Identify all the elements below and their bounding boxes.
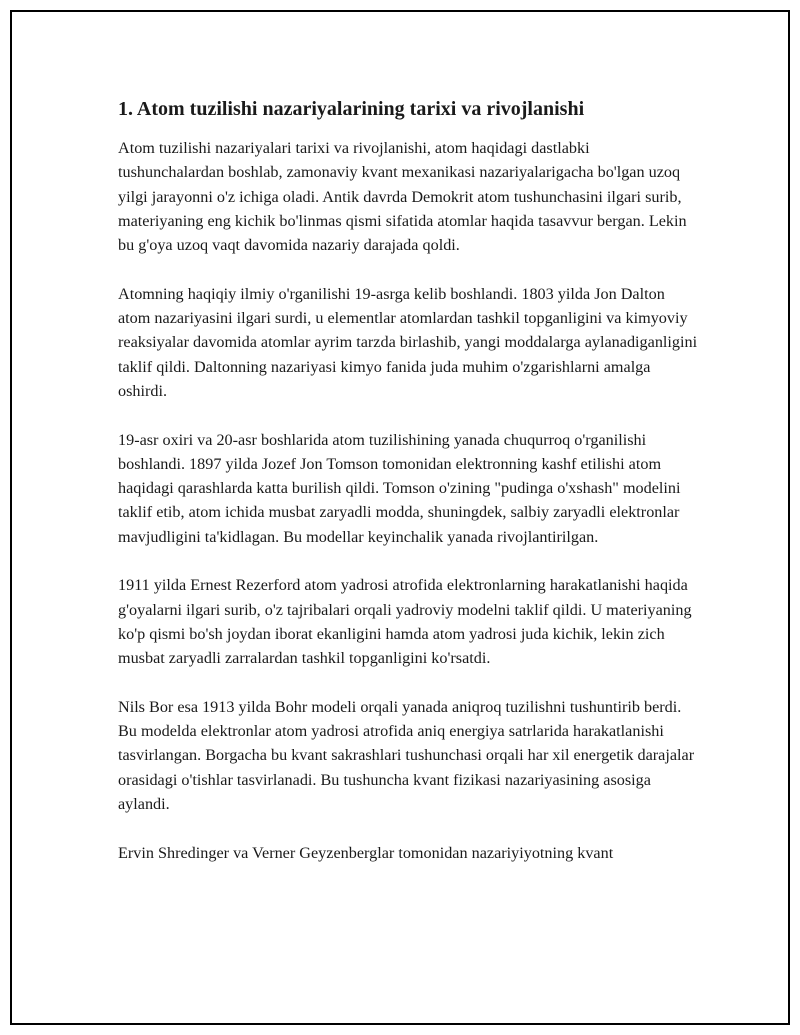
section-title: 1. Atom tuzilishi nazariyalarining tarixi va rivojlanishi [118,98,585,120]
paragraph-schrodinger: Ervin Shredinger va Verner Geyzenberglar tomonidan nazariyiyotning kvant [118,843,614,862]
paragraph-intro: Atom tuzilishi nazariyalari tarixi va rivojlanishi, atom haqidagi dastlabki tushunchalardan boshlab, zamonaviy kvant mexanikasi nazariyalarigacha bo'lgan uzoq yilgi jarayonni o'z ichiga oladi. Antik davrda Demokrit atom tushunchasini ilgari surib, materiyaning eng kichik bo'linmas qismi sifatida atomlar haqida tasavvur bergan. Lekin bu g'oya uzoq vaqt davomida nazariy darajada qoldi. [118,139,687,255]
page-frame [10,10,790,1025]
document-body [118,96,698,889]
paragraph-rutherford: 1911 yilda Ernest Rezerford atom yadrosi atrofida elektronlarning harakatlanishi haqida g'oyalarni ilgari surib, o'z tajribalari orqali yadroviy modelni taklif qildi. U materiyaning ko'p qismi bo'sh joydan iborat ekanligini hamda atom yadrosi juda kichik, lekin zich musbat zaryadli zarralardan tashkil topganligini ko'rsatdi. [118,576,692,668]
paragraph-bohr: Nils Bor esa 1913 yilda Bohr modeli orqali yanada aniqroq tuzilishni tushuntirib berdi. Bu modelda elektronlar atom yadrosi atrofida aniq energiya satrlarida harakatlanishi tasvirlangan. Borgacha bu kvant sakrashlari tushunchasi orqali har xil energetik darajalar orasidagi o'tishlar tasvirlanadi. Bu tushuncha kvant fizikasi nazariyasining asosiga aylandi. [118,697,695,814]
paragraph-thomson: 19-asr oxiri va 20-asr boshlarida atom tuzilishining yanada chuqurroq o'rganilishi boshlandi. 1897 yilda Jozef Jon Tomson tomonidan elektronning kashf etilishi atom haqidagi qarashlarda katta burilish qildi. Tomson o'zining "pudinga o'xshash" modelini taklif etib, atom ichida musbat zaryadli modda, shuningdek, salbiy zaryadli elektronlar mavjudligini ta'kidlagan. Bu modellar keyinchalik yanada rivojlantirilgan. [118,430,681,546]
paragraph-dalton: Atomning haqiqiy ilmiy o'rganilishi 19-asrga kelib boshlandi. 1803 yilda Jon Dalton atom nazariyasini ilgari surdi, u elementlar atomlardan tashkil topganligini va kimyoviy reaksiyalar davomida atomlar ayrim tarzda birlashib, yangi moddalarga aylanadiganligini taklif qildi. Daltonning nazariyasi kimyo fanida juda muhim o'zgarishlarni amalga oshirdi. [118,284,698,400]
